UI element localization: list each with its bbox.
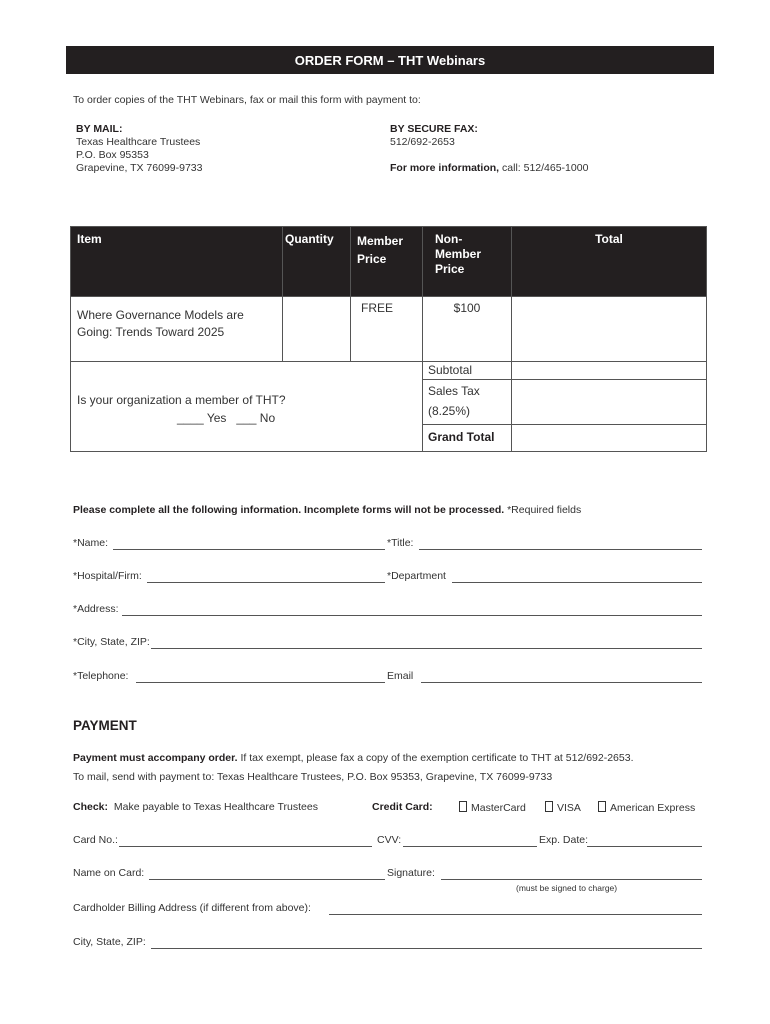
yes-label: Yes: [206, 410, 227, 425]
grand-total-label: Grand Total: [423, 425, 512, 452]
visa-option[interactable]: [545, 801, 581, 814]
header-quantity: Quantity: [283, 227, 351, 297]
check-text: Make payable to Texas Healthcare Trustees: [113, 801, 318, 813]
signature-note: (must be signed to charge): [516, 883, 618, 893]
cvv-label: CVV:: [377, 834, 402, 846]
quantity-cell[interactable]: [283, 297, 351, 362]
sales-tax-label: Sales Tax: [428, 384, 480, 398]
mail-line3: Grapevine, TX 76099-9733: [76, 162, 203, 174]
title-field[interactable]: [419, 549, 702, 550]
checkbox-icon[interactable]: [598, 801, 606, 812]
mastercard-label: MasterCard: [471, 802, 526, 814]
billing-address-field[interactable]: [329, 914, 702, 915]
yes-blank[interactable]: ____: [177, 410, 204, 425]
hospital-label: *Hospital/Firm:: [73, 570, 142, 582]
payment-must-accompany: Payment must accompany order.: [73, 752, 238, 764]
non-member-price-cell: $100: [423, 297, 512, 362]
header-non-member-price: Non- Member Price: [423, 227, 512, 297]
title-label: *Title:: [387, 537, 414, 549]
name-field[interactable]: [113, 549, 385, 550]
exp-date-label: Exp. Date:: [539, 834, 589, 846]
telephone-label: *Telephone:: [73, 670, 129, 682]
check-label: Check:: [73, 801, 109, 813]
signature-field[interactable]: [441, 879, 702, 880]
tax-exempt-text: If tax exempt, please fax a copy of the exemption certificate to THT at 512/692-2653.: [240, 752, 634, 764]
form-title: ORDER FORM – THT Webinars: [66, 46, 714, 74]
sales-tax-rate: (8.25%): [428, 404, 471, 418]
department-label: *Department: [387, 570, 446, 582]
subtotal-cell[interactable]: [512, 362, 707, 380]
name-on-card-field[interactable]: [149, 879, 385, 880]
amex-option[interactable]: [598, 801, 695, 814]
visa-label: VISA: [557, 802, 581, 814]
fax-heading: BY SECURE FAX:: [390, 123, 478, 135]
fax-number: 512/692-2653: [390, 136, 455, 148]
mail-line2: P.O. Box 95353: [76, 149, 149, 161]
payment-note: [73, 752, 634, 764]
payment-heading: PAYMENT: [73, 718, 137, 733]
sales-tax-label-cell: [423, 380, 512, 425]
city-label: *City, State, ZIP:: [73, 636, 150, 648]
instruction-bold: Please complete all the following information. Incomplete forms will not be processed.: [73, 504, 505, 516]
city-field[interactable]: [151, 648, 702, 649]
exp-date-field[interactable]: [587, 846, 702, 847]
header-item: Item: [71, 227, 283, 297]
mastercard-option[interactable]: [459, 801, 526, 814]
subtotal-label: Subtotal: [423, 362, 512, 380]
mail-line1: Texas Healthcare Trustees: [76, 136, 201, 148]
intro-text: To order copies of the THT Webinars, fax or mail this form with payment to:: [73, 94, 421, 106]
hospital-field[interactable]: [147, 582, 385, 583]
membership-question-cell: [71, 362, 423, 452]
payment-mail-text: To mail, send with payment to: Texas Healthcare Trustees, P.O. Box 95353, Grapevine, TX 76099-9733: [73, 771, 553, 783]
checkbox-icon[interactable]: [459, 801, 467, 812]
no-label: No: [259, 410, 276, 425]
grand-total-cell[interactable]: [512, 425, 707, 452]
membership-question: Is your organization a member of THT?: [77, 392, 286, 407]
amex-label: American Express: [610, 802, 696, 814]
billing-city-label: City, State, ZIP:: [73, 936, 146, 948]
line-total-cell[interactable]: [512, 297, 707, 362]
checkbox-icon[interactable]: [545, 801, 553, 812]
table-row: [71, 297, 707, 362]
sales-tax-cell[interactable]: [512, 380, 707, 425]
member-price-cell: FREE: [351, 297, 423, 362]
billing-address-label: Cardholder Billing Address (if different from above):: [73, 902, 311, 914]
email-label: Email: [387, 670, 414, 682]
header-member-price: Member Price: [351, 227, 423, 297]
department-field[interactable]: [452, 582, 702, 583]
address-label: *Address:: [73, 603, 119, 615]
telephone-field[interactable]: [136, 682, 385, 683]
more-info-phone: call: 512/465-1000: [502, 162, 589, 174]
more-info: [390, 162, 588, 174]
name-label: *Name:: [73, 537, 109, 549]
header-total: Total: [512, 227, 707, 297]
address-field[interactable]: [122, 615, 702, 616]
card-no-field[interactable]: [119, 846, 372, 847]
more-info-label: For more information,: [390, 162, 500, 174]
signature-label: Signature:: [387, 867, 435, 879]
info-instruction: [73, 504, 581, 516]
membership-options: [177, 411, 416, 425]
cvv-field[interactable]: [403, 846, 537, 847]
mail-heading: BY MAIL:: [76, 123, 123, 135]
credit-card-label: Credit Card:: [372, 801, 433, 813]
name-on-card-label: Name on Card:: [73, 867, 145, 879]
card-no-label: Card No.:: [73, 834, 118, 846]
billing-city-field[interactable]: [151, 948, 702, 949]
check-line: [73, 801, 318, 813]
required-note: *Required fields: [507, 504, 582, 516]
item-name: Where Governance Models are Going: Trends Toward 2025: [71, 297, 283, 362]
no-blank[interactable]: ___: [236, 410, 257, 425]
email-field[interactable]: [421, 682, 702, 683]
order-table: [70, 226, 707, 452]
